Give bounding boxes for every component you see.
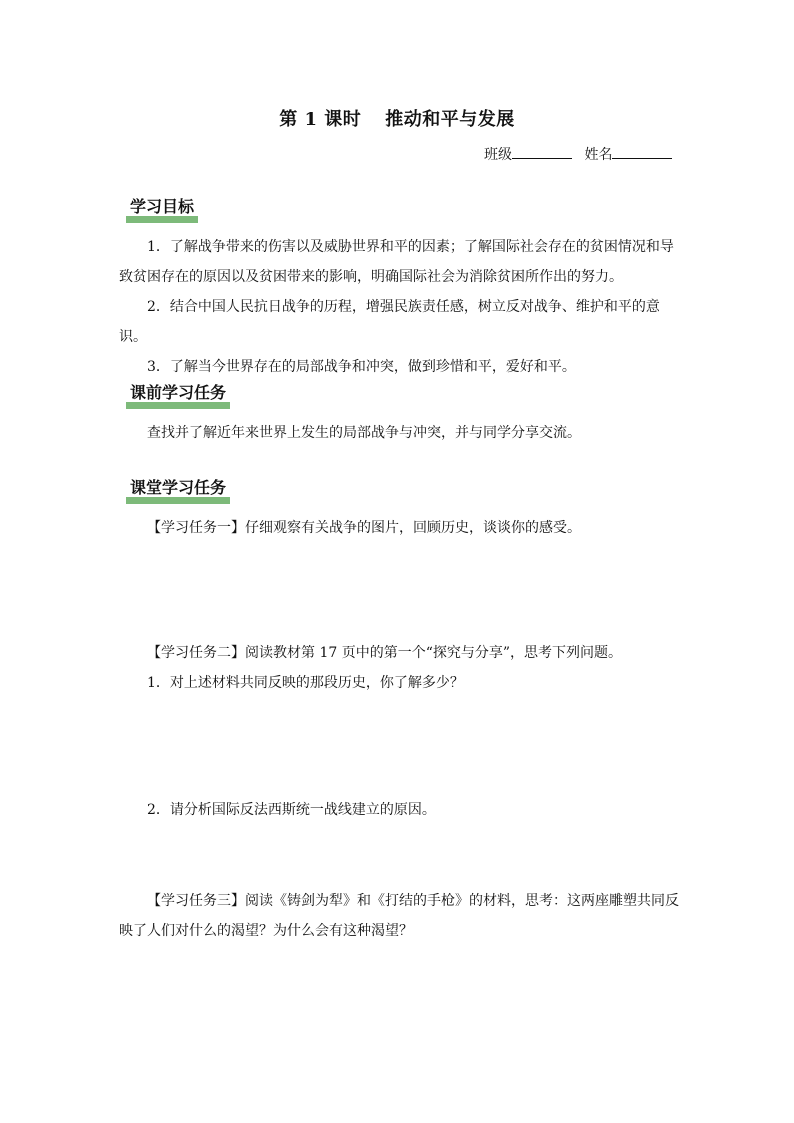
heading-highlight bbox=[126, 402, 230, 409]
class-blank[interactable] bbox=[512, 144, 572, 159]
task-two-question-1: 1．对上述材料共同反映的那段历史，你了解多少？ bbox=[147, 675, 464, 691]
goal-item: 1．了解战争带来的伤害以及威胁世界和平的因素；了解国际社会存在的贫困情况和导致贫困存在的原因以及贫困带来的影响，明确国际社会为消除贫困所作出的努力。 bbox=[119, 239, 674, 285]
task-two-question-2: 2．请分析国际反法西斯统一战线建立的原因。 bbox=[147, 802, 436, 818]
lesson-number: 第 1 课时 bbox=[279, 109, 362, 130]
task-one: 【学习任务一】仔细观察有关战争的图片，回顾历史，谈谈你的感受。 bbox=[147, 520, 581, 536]
goal-item: 3．了解当今世界存在的局部战争和冲突，做到珍惜和平，爱好和平。 bbox=[147, 359, 576, 375]
name-blank[interactable] bbox=[612, 144, 672, 159]
goals-list bbox=[119, 232, 684, 382]
goals-heading: 学习目标 bbox=[126, 194, 198, 219]
pre-class-task: 查找并了解近年来世界上发生的局部战争与冲突，并与同学分享交流。 bbox=[147, 425, 581, 441]
class-label: 班级 bbox=[484, 147, 512, 163]
class-name-line bbox=[484, 144, 680, 164]
name-label: 姓名 bbox=[584, 147, 613, 163]
lesson-title: 推动和平与发展 bbox=[385, 109, 515, 130]
heading-highlight bbox=[126, 216, 198, 223]
heading-highlight bbox=[126, 497, 230, 504]
goal-item: 2．结合中国人民抗日战争的历程，增强民族责任感，树立反对战争、维护和平的意识。 bbox=[119, 299, 660, 345]
task-two: 【学习任务二】阅读教材第 17 页中的第一个“探究与分享”，思考下列问题。 1．对上述材料共同反映的那段历史，你了解多少？ bbox=[119, 638, 684, 698]
pre-class-heading: 课前学习任务 bbox=[126, 380, 230, 405]
in-class-heading: 课堂学习任务 bbox=[126, 475, 230, 500]
page-title bbox=[0, 105, 794, 131]
task-three: 【学习任务三】阅读《铸剑为犁》和《打结的手枪》的材料，思考：这两座雕塑共同反映了人们对什么的渴望？为什么会有这种渴望？ bbox=[119, 893, 679, 939]
